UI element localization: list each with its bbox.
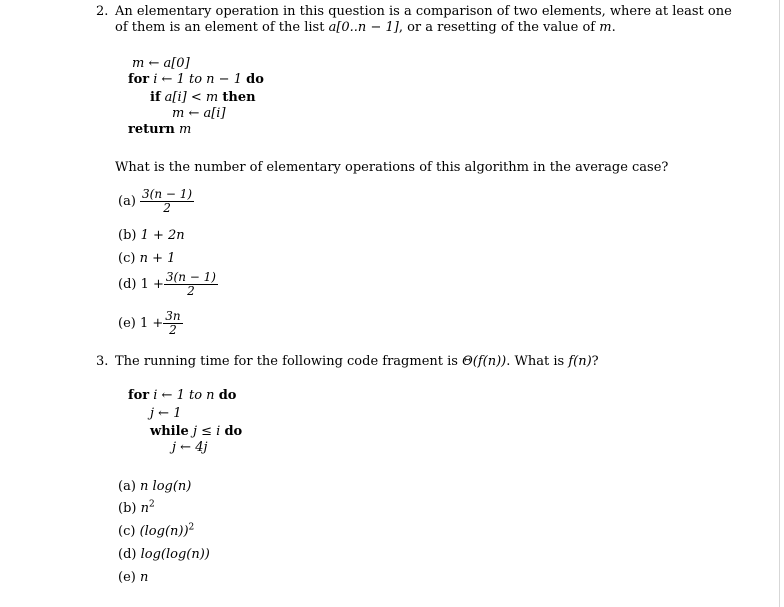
denominator: 2 [187,284,195,298]
numerator: 3(n − 1) [142,187,193,201]
keyword-while: while [150,424,189,439]
option-3c [118,524,194,540]
option-3b [118,501,155,517]
option-2c [118,251,175,267]
option-2b [118,228,185,244]
question-2-line-2 [115,20,616,36]
option-label: (a) [118,479,136,494]
question-2-line-2-text-b: , or a resetting of the value of [398,20,596,35]
code-3-line-4: j ← 4j [172,440,208,455]
exponent: 2 [148,499,155,510]
question-2-line-2-text-a: of them is an element of the list [115,20,325,35]
question-2-number: 2. [96,4,109,19]
option-text: n [140,501,149,516]
option-2e [118,309,183,339]
keyword-for: for [128,72,150,87]
question-3-line-1 [115,354,599,370]
option-label: (b) [118,228,137,243]
while-condition: j ≤ i [192,424,221,439]
code-3-line-2: j ← 1 [150,406,182,421]
option-prefix: 1 + [139,316,164,331]
code-3-line-1 [128,388,236,404]
option-prefix: 1 + [140,277,164,292]
question-2-prompt: What is the number of elementary operations of this algorithm in the average case? [115,160,669,175]
keyword-for: for [128,388,150,403]
function-f: f(n) [568,354,592,369]
loop-range: i ← 1 to n [153,388,215,403]
option-label: (e) [118,570,136,585]
option-2a [118,187,194,217]
option-label: (c) [118,251,136,266]
exponent: 2 [188,522,195,533]
if-condition: a[i] < m [164,90,219,105]
question-3-text-b: . What is [506,354,565,369]
question-2-line-1: An elementary operation in this question is a comparison of two elements, where at least one [115,4,732,19]
option-label: (a) [118,194,136,209]
code-2-line-3 [150,90,256,106]
denominator: 2 [163,201,171,215]
keyword-do: do [224,424,243,439]
code-2-line-2 [128,72,264,88]
denominator: 2 [169,323,177,337]
option-3e [118,570,148,586]
list-expression: a[0..n − 1] [328,20,399,35]
keyword-if: if [150,90,161,105]
return-value: m [179,122,192,137]
question-3-end: ? [591,354,599,369]
option-text: 1 + 2n [140,228,185,243]
question-3-number: 3. [96,354,109,369]
question-2-line-2-end: . [611,20,616,35]
numerator: 3n [165,309,181,323]
keyword-do: do [246,72,264,87]
option-label: (d) [118,277,137,292]
variable-m: m [599,20,612,35]
code-3-line-3 [150,424,242,440]
keyword-return: return [128,122,175,137]
option-label: (b) [118,501,137,516]
option-label: (c) [118,524,136,539]
option-label: (d) [118,547,137,562]
page-edge [779,0,780,607]
option-text: n + 1 [139,251,176,266]
option-3d [118,547,210,563]
theta-expression: Θ(f(n)) [462,354,507,369]
numerator: 3(n − 1) [165,270,216,284]
loop-range: i ← 1 to n − 1 [153,72,242,87]
option-text: n [139,570,149,585]
code-2-line-1: m ← a[0] [132,56,190,71]
fraction [163,310,182,337]
fraction [164,271,218,298]
question-3-text-a: The running time for the following code fragment is [115,354,458,369]
fraction [140,188,194,215]
code-2-line-5 [128,122,191,138]
keyword-do: do [218,388,237,403]
option-label: (e) [118,316,136,331]
keyword-then: then [222,90,256,105]
option-text: (log(n)) [139,524,189,539]
option-text: n log(n) [140,479,192,494]
code-2-line-4: m ← a[i] [172,106,226,121]
option-text: log(log(n)) [140,547,210,562]
option-2d [118,270,218,300]
option-3a [118,479,191,495]
